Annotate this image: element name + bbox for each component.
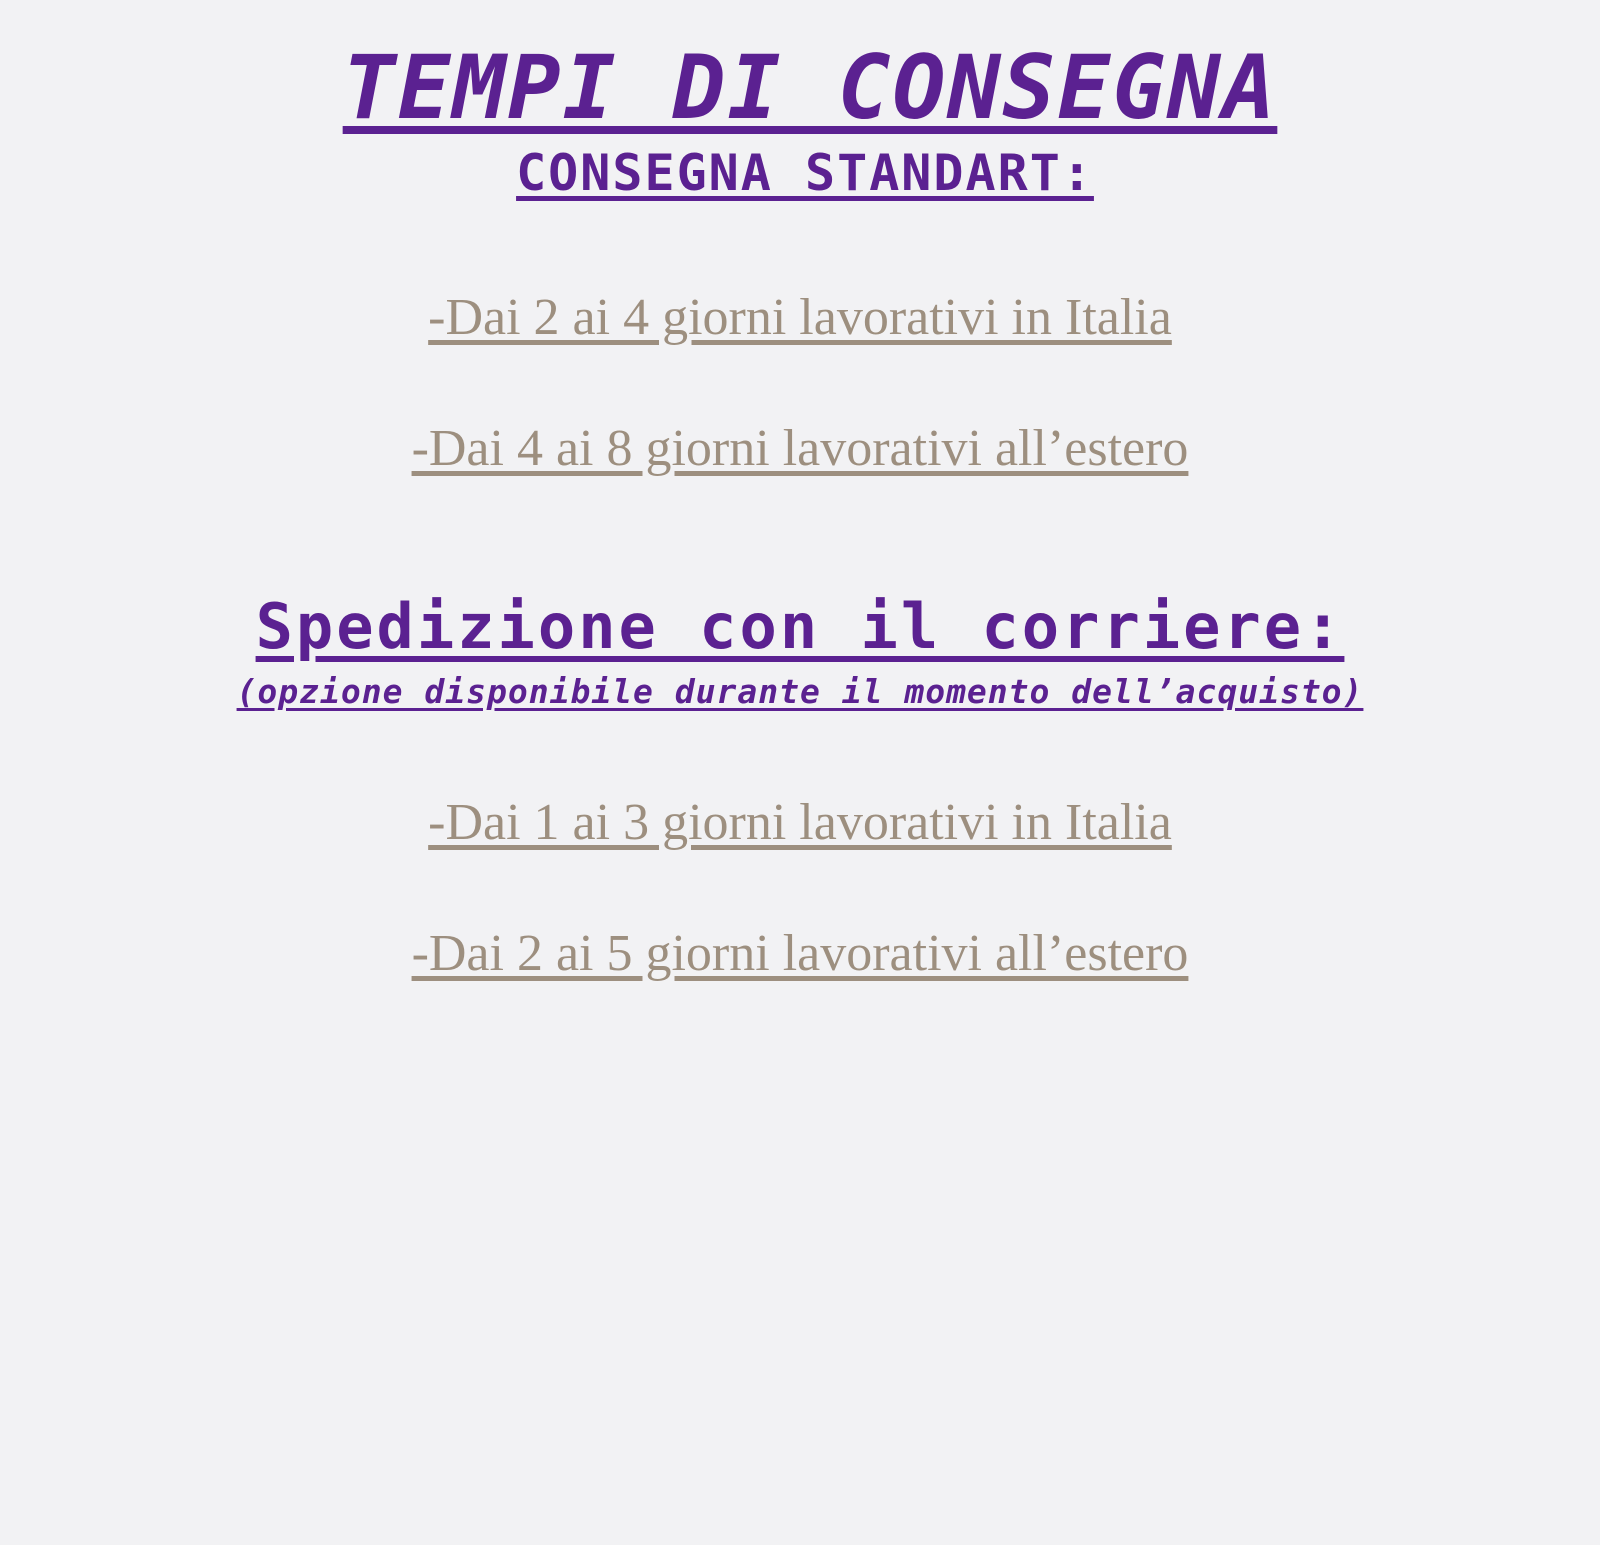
courier-shipping-heading: Spedizione con il corriere: xyxy=(255,589,1345,663)
page-title: TEMPI DI CONSEGNA xyxy=(342,36,1278,139)
standard-delivery-abroad: -Dai 4 ai 8 giorni lavorativi all’estero xyxy=(411,419,1189,477)
courier-delivery-abroad: -Dai 2 ai 5 giorni lavorativi all’estero xyxy=(411,924,1189,982)
standard-delivery-italy: -Dai 2 ai 4 giorni lavorativi in Italia xyxy=(428,288,1172,346)
spacer xyxy=(0,855,1600,921)
courier-delivery-italy: -Dai 1 ai 3 giorni lavorativi in Italia xyxy=(428,793,1172,851)
standard-delivery-heading: CONSEGNA STANDART: xyxy=(516,143,1094,202)
spacer xyxy=(0,207,1600,285)
courier-shipping-note: (opzione disponibile durante il momento dell’acquisto) xyxy=(236,672,1364,712)
spacer xyxy=(0,481,1600,591)
spacer xyxy=(0,716,1600,790)
spacer xyxy=(0,350,1600,416)
